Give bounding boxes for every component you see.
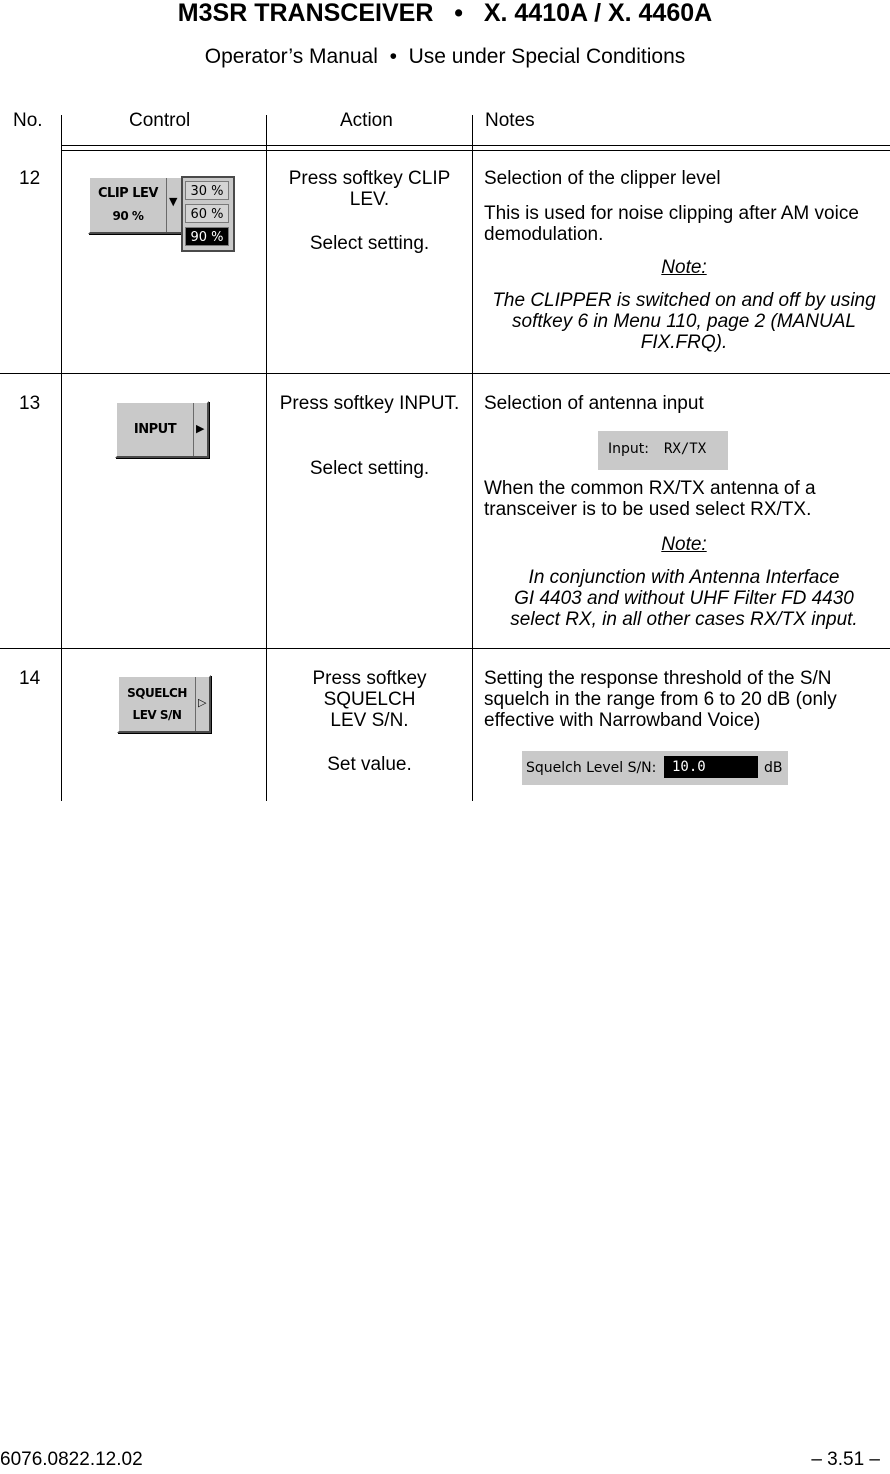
squelch-lev-softkey[interactable] [117, 675, 211, 733]
clip-level-options[interactable] [181, 176, 235, 252]
field-value: RX/TX [664, 441, 707, 457]
softkey-divider [166, 178, 167, 232]
notes-text: Setting the response threshold of the S/N squelch in the range from 6 to 20 dB (only effective with Narrowband Voice) [484, 668, 837, 731]
softkey-label: CLIP LEV [98, 186, 158, 201]
row-number: 13 [19, 393, 41, 414]
notes-cell [484, 478, 884, 630]
softkey-label: SQUELCH [127, 686, 187, 700]
notes-text: This is used for noise clipping after AM voice demodulation. [484, 203, 859, 245]
notes-cell [484, 168, 884, 353]
header-rule-top [61, 145, 890, 146]
action-text: Press softkey INPUT. [279, 393, 460, 414]
triangle-right-icon: ▶ [196, 422, 204, 435]
field-value: 10.0 [664, 756, 758, 778]
row-number: 12 [19, 168, 41, 189]
note-text: In conjunction with Antenna Interface [528, 567, 840, 588]
row-number: 14 [19, 668, 41, 689]
softkey-divider [195, 677, 196, 731]
option-90-selected[interactable]: 90 % [185, 227, 229, 246]
action-text: Press softkey [312, 668, 427, 689]
action-text: SQUELCH [323, 689, 416, 710]
softkey-value: 90 % [112, 209, 144, 223]
softkey-label: LEV S/N [132, 708, 182, 722]
triangle-right-outline-icon: ▷ [198, 696, 206, 709]
option-60[interactable]: 60 % [185, 204, 229, 223]
header-rule-bottom [61, 150, 890, 151]
notes-cell [484, 668, 884, 731]
note-label: Note: [661, 257, 707, 278]
input-field-display [598, 431, 728, 470]
field-unit: dB [764, 760, 783, 776]
notes-text: Selection of antenna input [484, 393, 704, 414]
triangle-down-icon: ▼ [169, 195, 177, 208]
notes-text: Selection of the clipper level [484, 168, 721, 189]
note-text: GI 4403 and without UHF Filter FD 4430 [514, 588, 854, 609]
notes-text: When the common RX/TX antenna of a transceiver is to be used select RX/TX. [484, 478, 816, 520]
column-header-no: No. [13, 110, 43, 131]
document-number: 6076.0822.12.02 [0, 1449, 143, 1470]
column-header-control: Control [129, 110, 191, 131]
input-softkey[interactable] [115, 401, 209, 458]
softkey-divider [193, 403, 194, 456]
note-label: Note: [661, 534, 707, 555]
clip-lev-softkey[interactable] [88, 176, 184, 234]
squelch-level-field [522, 751, 788, 785]
action-text: Select setting. [309, 458, 430, 479]
option-30[interactable]: 30 % [185, 181, 229, 200]
note-text: The CLIPPER is switched on and off by using softkey 6 in Menu 110, page 2 (MANUAL FIX.FRQ). [492, 290, 876, 353]
field-label: Squelch Level S/N: [526, 760, 657, 776]
column-header-notes: Notes [485, 110, 535, 131]
notes-cell [484, 393, 884, 414]
column-header-action: Action [340, 110, 393, 131]
row-divider [0, 373, 890, 374]
action-text: Select setting. [309, 233, 430, 254]
page-title: M3SR TRANSCEIVER • X. 4410A / X. 4460A [177, 0, 713, 27]
page-subtitle: Operator’s Manual • Use under Special Conditions [204, 45, 686, 68]
note-text: select RX, in all other cases RX/TX input. [510, 609, 858, 630]
action-text: Press softkey CLIP LEV. [288, 168, 451, 210]
action-text: LEV S/N. [330, 710, 409, 731]
softkey-label: INPUT [133, 422, 177, 437]
field-label: Input: [608, 441, 649, 457]
column-divider [61, 115, 62, 801]
column-divider [266, 115, 267, 801]
page-number: – 3.51 – [811, 1449, 880, 1470]
row-divider [0, 648, 890, 649]
column-divider [472, 115, 473, 801]
action-text: Set value. [327, 754, 412, 775]
